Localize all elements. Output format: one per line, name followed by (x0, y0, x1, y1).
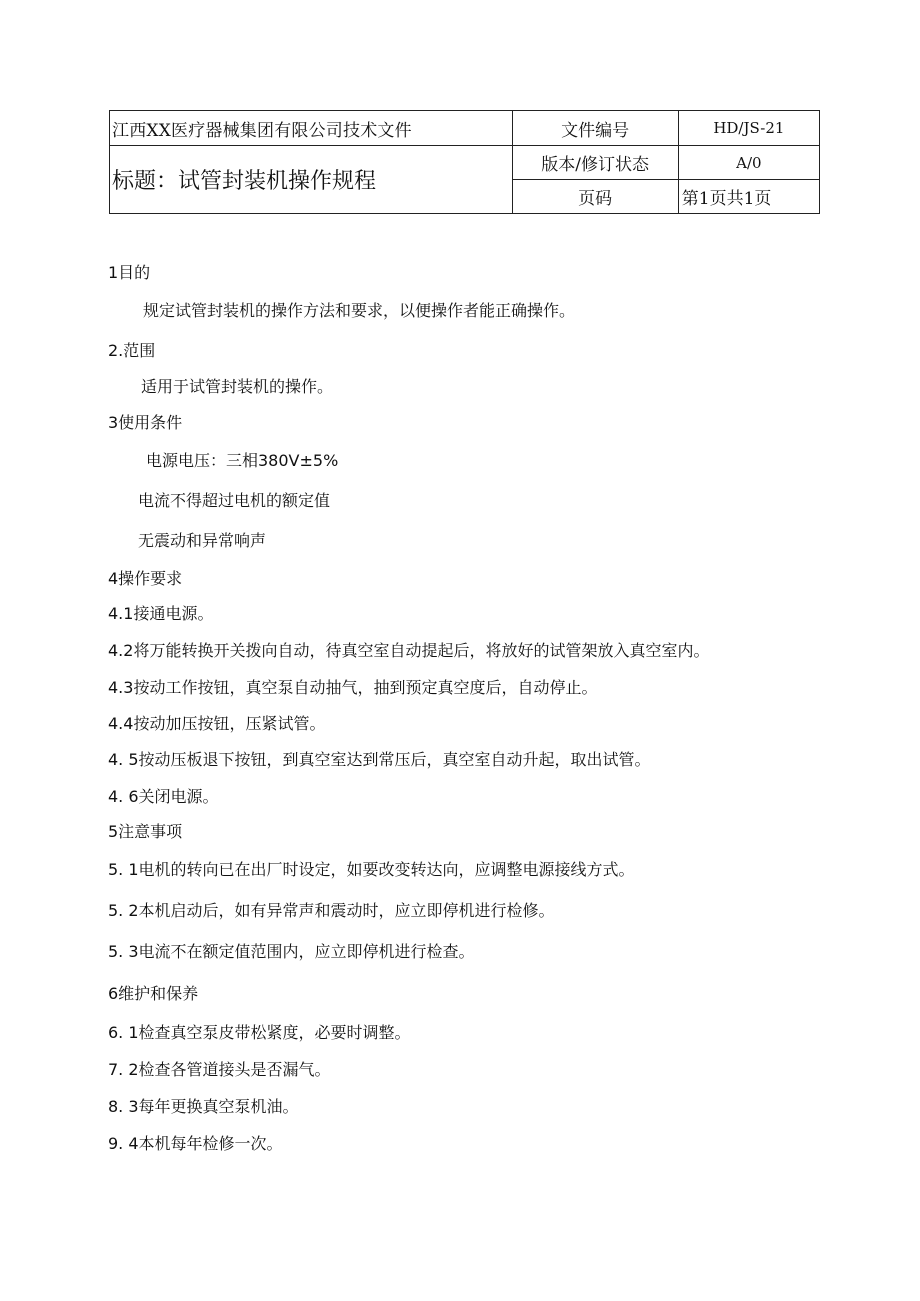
list-item: 4.4按动加压按钮，压紧试管。 (108, 714, 326, 733)
company-name: 江西XX医疗器械集团有限公司技术文件 (110, 111, 513, 146)
list-item: 5. 2本机启动后，如有异常声和震动时，应立即停机进行检修。 (108, 901, 555, 920)
list-item: 电流不得超过电机的额定值 (138, 491, 331, 510)
section-heading-operation: 4操作要求 (108, 569, 183, 588)
section-text-purpose: 规定试管封装机的操作方法和要求，以便操作者能正确操作。 (143, 301, 576, 320)
list-item: 4. 6关闭电源。 (108, 787, 219, 806)
list-item: 5. 3电流不在额定值范围内，应立即停机进行检查。 (108, 942, 475, 961)
list-item: 9. 4本机每年检修一次。 (108, 1134, 283, 1153)
list-item: 无震动和异常响声 (138, 531, 267, 550)
list-item: 4.3按动工作按钮，真空泵自动抽气，抽到预定真空度后，自动停止。 (108, 678, 598, 697)
list-item: 5. 1电机的转向已在出厂时设定，如要改变转达向，应调整电源接线方式。 (108, 860, 635, 879)
list-item: 6. 1检查真空泵皮带松紧度，必要时调整。 (108, 1023, 411, 1042)
list-item: 8. 3每年更换真空泵机油。 (108, 1097, 299, 1116)
version-label: 版本/修订状态 (512, 146, 678, 180)
list-item: 4.2将万能转换开关拨向自动，待真空室自动提起后，将放好的试管架放入真空室内。 (108, 641, 710, 660)
section-heading-conditions: 3使用条件 (108, 413, 183, 432)
doc-no-label: 文件编号 (512, 111, 678, 146)
section-heading-maintenance: 6维护和保养 (108, 984, 199, 1003)
section-text-scope: 适用于试管封装机的操作。 (141, 377, 334, 396)
section-heading-scope: 2.范围 (108, 341, 156, 360)
list-item: 4. 5按动压板退下按钮，到真空室达到常压后，真空室自动升起，取出试管。 (108, 750, 651, 769)
page-value: 第1页共1页 (678, 180, 819, 214)
version-value: A/0 (678, 146, 819, 180)
section-heading-purpose: 1目的 (108, 263, 151, 282)
list-item: 7. 2检查各管道接头是否漏气。 (108, 1060, 331, 1079)
document-title: 标题：试管封装机操作规程 (110, 146, 513, 214)
page-label: 页码 (512, 180, 678, 214)
doc-no-value: HD/JS-21 (678, 111, 819, 146)
list-item: 4.1接通电源。 (108, 604, 214, 623)
list-item: 电源电压：三相380V±5% (146, 451, 339, 470)
document-header-table (109, 110, 820, 214)
section-heading-notes: 5注意事项 (108, 822, 183, 841)
